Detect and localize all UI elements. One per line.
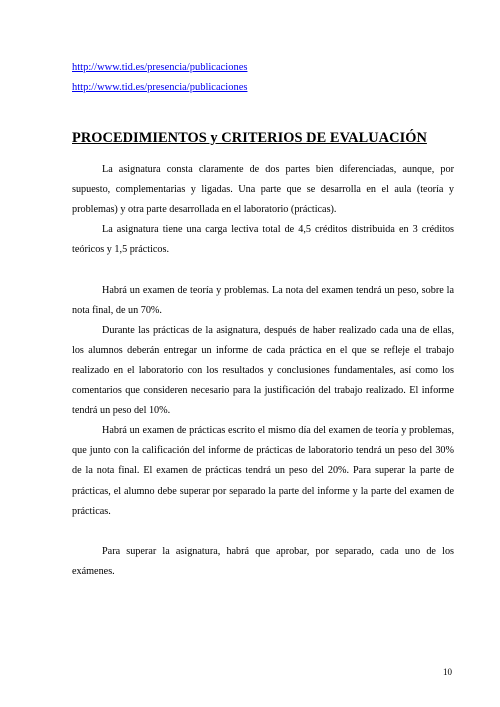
paragraph: Habrá un examen de prácticas escrito el mismo día del examen de teoría y problemas, que junto con la calificación del informe de prácticas de laboratorio tendrá un peso del 30% de la nota final. El examen de prácticas tendrá un peso del 20%. Para superar la parte de prácticas, el alumno debe superar por separado la parte del informe y la parte del examen de prácticas. — [72, 425, 454, 517]
paragraph-spacer — [72, 260, 454, 280]
paragraph: La asignatura tiene una carga lectiva total de 4,5 créditos distribuida en 3 créditos teóricos y 1,5 prácticos. — [72, 224, 454, 256]
section-body — [72, 160, 454, 582]
reference-links — [72, 58, 457, 98]
paragraph: La asignatura consta claramente de dos partes bien diferenciadas, aunque, por supuesto, complementarias y ligadas. Una parte que se desarrolla en el aula (teoría y problemas) y otra parte desarrollada en el laboratorio (prácticas). — [72, 164, 454, 216]
publications-link[interactable]: http://www.tid.es/presencia/publicaciones — [72, 82, 248, 93]
paragraph: Durante las prácticas de la asignatura, después de haber realizado cada una de ellas, los alumnos deberán entregar un informe de cada práctica en el que se refleje el trabajo realizado en el laboratorio con los resultados y conclusiones fundamentales, así como los comentarios que consideren necesario para la justificación del trabajo realizado. El informe tendrá un peso del 10%. — [72, 324, 454, 417]
paragraph-spacer — [72, 522, 454, 542]
section-title: PROCEDIMIENTOS y CRITERIOS DE EVALUACIÓN — [72, 130, 427, 146]
publications-link[interactable]: http://www.tid.es/presencia/publicaciones — [72, 62, 248, 73]
paragraph: Para superar la asignatura, habrá que aprobar, por separado, cada uno de los exámenes. — [72, 545, 454, 577]
page-number: 10 — [443, 667, 452, 677]
paragraph: Habrá un examen de teoría y problemas. La nota del examen tendrá un peso, sobre la nota final, de un 70%. — [72, 284, 454, 316]
